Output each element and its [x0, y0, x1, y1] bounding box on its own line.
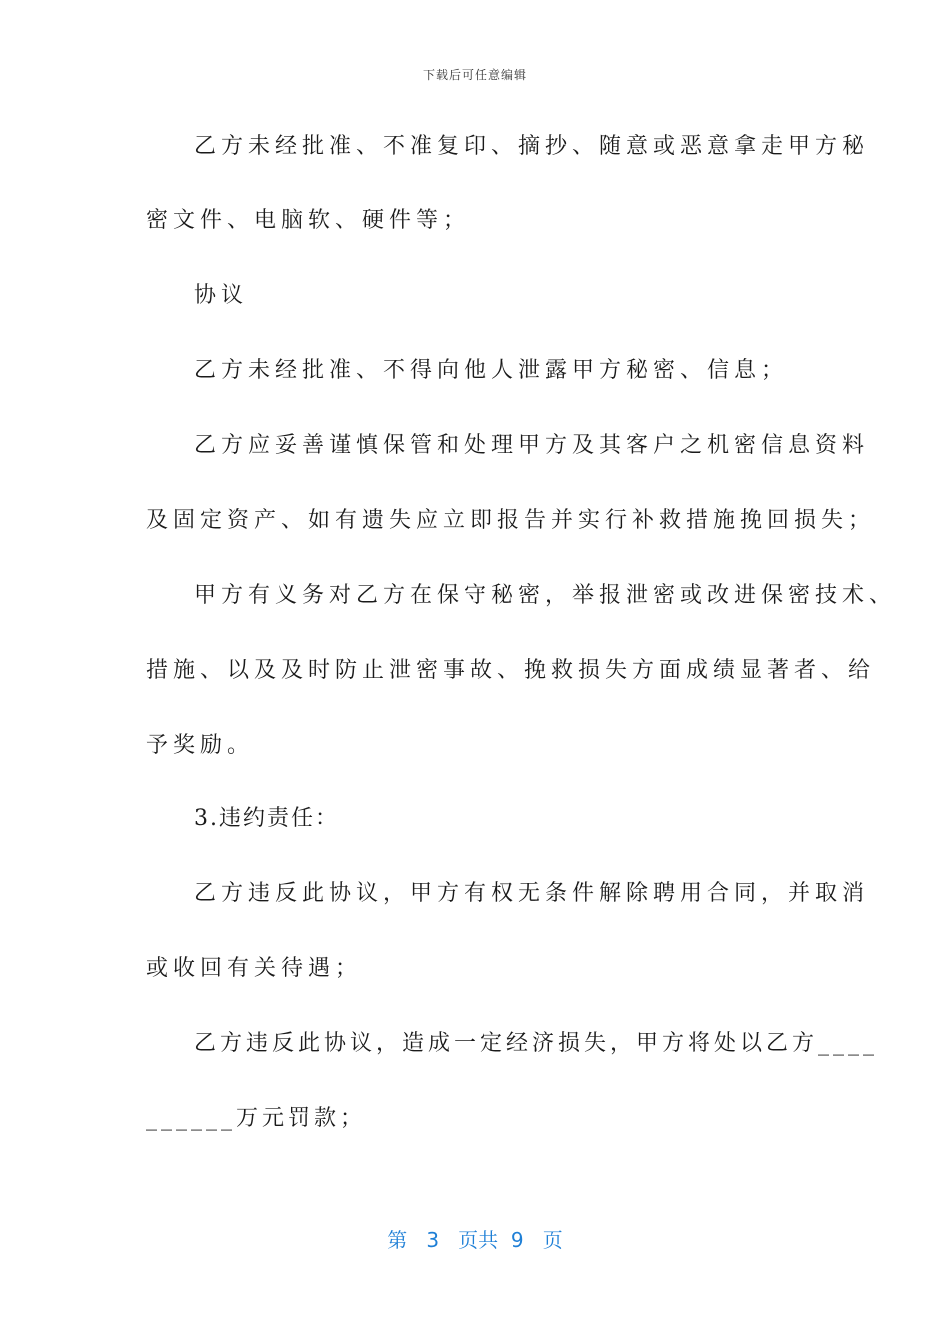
body-line-12: 或收回有关待遇； [146, 956, 363, 981]
body-line-4: 乙方未经批准、不得向他人泄露甲方秘密、信息； [194, 358, 789, 383]
footer-prefix: 第 [387, 1228, 408, 1252]
body-line-13: 乙方违反此协议，造成一定经济损失，甲方将处以乙方____ [194, 1031, 879, 1056]
body-line-9: 予奖励。 [146, 733, 255, 758]
page-footer [0, 1224, 950, 1253]
footer-middle: 页共 [458, 1228, 499, 1252]
footer-suffix: 页 [542, 1228, 563, 1252]
body-line-7: 甲方有义务对乙方在保守秘密，举报泄密或改进保密技术、 [194, 583, 897, 608]
current-page-number: 3 [426, 1228, 440, 1252]
body-line-2: 密文件、电脑软、硬件等； [146, 208, 471, 233]
section-heading: 3.违约责任： [194, 806, 339, 831]
body-line-6: 及固定资产、如有遗失应立即报告并实行补救措施挽回损失； [146, 508, 876, 533]
body-line-14: ______万元罚款； [146, 1106, 367, 1131]
body-line-5: 乙方应妥善谨慎保管和处理甲方及其客户之机密信息资料 [194, 433, 870, 458]
body-line-3: 协议 [194, 283, 249, 308]
total-pages-number: 9 [510, 1228, 524, 1252]
body-line-11: 乙方违反此协议，甲方有权无条件解除聘用合同，并取消 [194, 881, 870, 906]
body-line-8: 措施、以及及时防止泄密事故、挽救损失方面成绩显著者、给 [146, 658, 876, 683]
body-line-1: 乙方未经批准、不准复印、摘抄、随意或恶意拿走甲方秘 [194, 134, 870, 159]
header-note: 下载后可任意编辑 [422, 68, 527, 82]
